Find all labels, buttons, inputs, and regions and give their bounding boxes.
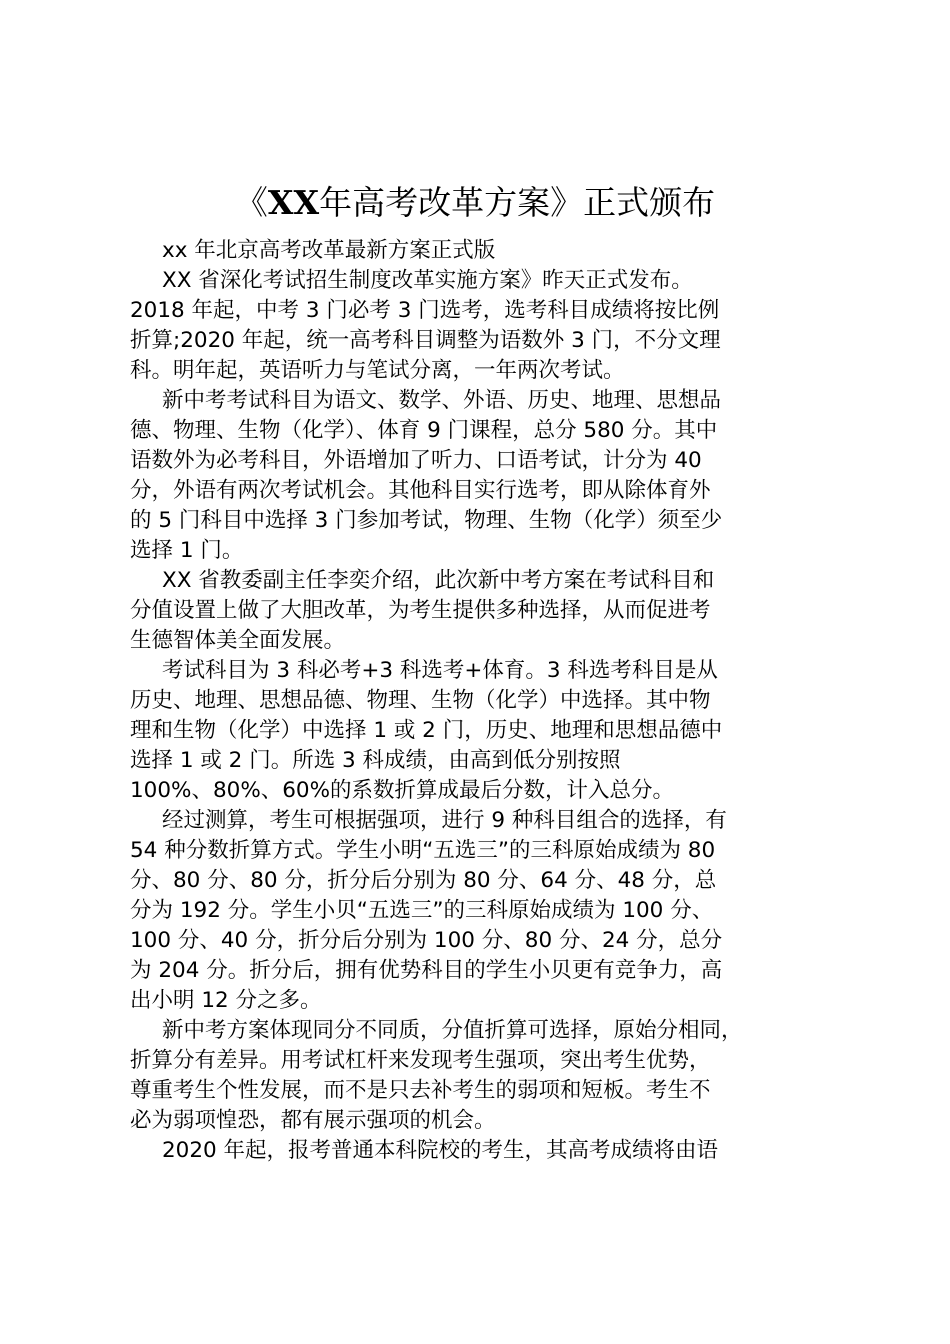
text-line: 折算;2020 年起，统一高考科目调整为语数外 3 门，不分文理	[130, 328, 721, 353]
text-line: 科。明年起，英语听力与笔试分离，一年两次考试。	[130, 358, 625, 383]
text-line: 尊重考生个性发展，而不是只去补考生的弱项和短板。考生不	[130, 1078, 711, 1103]
text-line: 德、物理、生物（化学）、体育 9 门课程，总分 580 分。其中	[130, 418, 718, 443]
text-line: 100%、80%、60%的系数折算成最后分数，计入总分。	[130, 778, 675, 803]
text-line: XX 省深化考试招生制度改革实施方案》昨天正式发布。	[162, 268, 693, 293]
text-line: 54 种分数折算方式。学生小明“五选三”的三科原始成绩为 80	[130, 838, 716, 863]
text-line: 2020 年起，报考普通本科院校的考生，其高考成绩将由语	[162, 1138, 719, 1163]
text-line: 历史、地理、思想品德、物理、生物（化学）中选择。其中物	[130, 688, 711, 713]
document-title	[0, 180, 950, 226]
text-line: xx 年北京高考改革最新方案正式版	[162, 238, 496, 263]
text-line: 折算分有差异。用考试杠杆来发现考生强项，突出考生优势，	[130, 1048, 711, 1073]
text-line: 分值设置上做了大胆改革，为考生提供多种选择，从而促进考	[130, 598, 711, 623]
title-open-bracket: 《	[234, 183, 268, 222]
text-line: 选择 1 或 2 门。所选 3 科成绩，由高到低分别按照	[130, 748, 621, 773]
title-latin: XX	[267, 183, 320, 222]
document-body	[130, 236, 830, 1166]
title-rest: 年高考改革方案》正式颁布	[319, 183, 716, 222]
text-line: 为 204 分。折分后，拥有优势科目的学生小贝更有竞争力，高	[130, 958, 723, 983]
text-line: XX 省教委副主任李奕介绍，此次新中考方案在考试科目和	[162, 568, 715, 593]
text-line: 经过测算，考生可根据强项，进行 9 种科目组合的选择，有	[162, 808, 727, 833]
text-line: 选择 1 门。	[130, 538, 244, 563]
text-line: 生德智体美全面发展。	[130, 628, 346, 653]
text-line: 理和生物（化学）中选择 1 或 2 门，历史、地理和思想品德中	[130, 718, 723, 743]
text-line: 必为弱项惶恐，都有展示强项的机会。	[130, 1108, 496, 1133]
text-line: 2018 年起，中考 3 门必考 3 门选考，选考科目成绩将按比例	[130, 298, 720, 323]
text-line: 新中考考试科目为语文、数学、外语、历史、地理、思想品	[162, 388, 722, 413]
text-line: 新中考方案体现同分不同质，分值折算可选择，原始分相同，	[162, 1018, 743, 1043]
text-line: 分、80 分、80 分，折分后分别为 80 分、64 分、48 分，总	[130, 868, 717, 893]
text-line: 考试科目为 3 科必考+3 科选考+体育。3 科选考科目是从	[162, 658, 718, 683]
text-line: 的 5 门科目中选择 3 门参加考试，物理、生物（化学）须至少	[130, 508, 723, 533]
text-line: 分为 192 分。学生小贝“五选三”的三科原始成绩为 100 分、	[130, 898, 714, 923]
text-line: 语数外为必考科目，外语增加了听力、口语考试，计分为 40	[130, 448, 702, 473]
text-line: 100 分、40 分，折分后分别为 100 分、80 分、24 分，总分	[130, 928, 723, 953]
text-line: 分，外语有两次考试机会。其他科目实行选考，即从除体育外	[130, 478, 711, 503]
text-line: 出小明 12 分之多。	[130, 988, 322, 1013]
